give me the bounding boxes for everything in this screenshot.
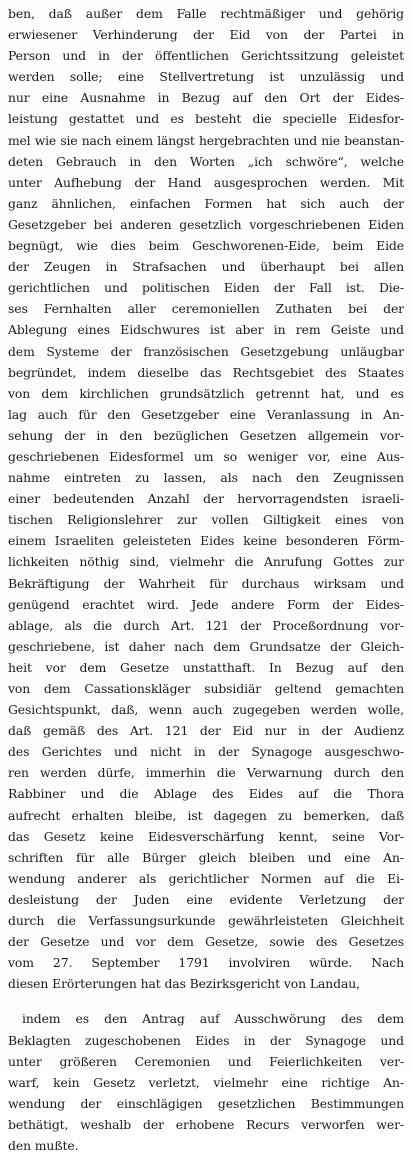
text-line: Ablegung eines Eidschwures ist aber in rem Geiste und — [8, 322, 404, 338]
text-line: Gesetzgeber bei anderen gesetzlich vorgeschriebenen Eiden — [8, 216, 404, 232]
paragraph-gap — [8, 994, 404, 1008]
text-line: Rabbiner und die Ablage des Eides auf die Thora — [8, 786, 404, 802]
text-line: ren werden dürfe, immerhin die Verwarnung durch den — [8, 765, 404, 781]
text-line: wendung der einschlägigen gesetzlichen Bestimmungen — [8, 1095, 404, 1111]
text-line: den mußte. — [8, 1137, 79, 1153]
text-line: ses Fernhalten aller ceremoniellen Zuthaten bei der — [8, 301, 404, 317]
text-line: schriften für alle Bürger gleich bleiben und eine An- — [8, 849, 404, 865]
text-line: von dem kirchlichen grundsätzlich getrennt hat, und es — [8, 385, 404, 401]
text-line: deten Gebrauch in den Worten „ich schwöre“, welche — [8, 153, 404, 169]
text-line: tischen Religionslehrer zur vollen Giltigkeit eines von — [8, 512, 404, 528]
text-line: geschriebene, ist daher nach dem Grundsatze der Gleich- — [8, 638, 404, 654]
text-line: durch die Verfassungsurkunde gewährleisteten Gleichheit — [8, 913, 404, 929]
text-line: das Gesetz keine Eidesverschärfung kennt, seine Vor- — [8, 828, 404, 844]
text-line: werden solle; eine Stellvertretung ist unzulässig und — [8, 69, 404, 85]
paragraph-2 — [8, 1008, 404, 1156]
text-line: lichkeiten nöthig sind, vielmehr die Anrufung Gottes zur — [8, 554, 404, 570]
text-line: von dem Cassationskläger subsidiär geltend gemachten — [8, 681, 404, 696]
text-column — [8, 3, 404, 1156]
text-line: wendung anderer als gerichtlicher Normen auf die Ei- — [8, 870, 404, 886]
text-line: ganz ähnlichen, einfachen Formen hat sich auch der — [8, 195, 404, 211]
text-line: desleistung der Juden eine evidente Verletzung der — [8, 891, 404, 907]
text-line: sehung der in den bezüglichen Gesetzen allgemein vor- — [8, 427, 404, 443]
text-line: nahme eintreten zu lassen, als nach den Zeugnissen — [8, 470, 404, 486]
text-line: vom 27. September 1791 involviren würde. Nach — [8, 955, 404, 971]
text-line: des Gerichtes und nicht in der Synagoge ausgeschwo- — [8, 744, 404, 760]
text-line: erwiesener Verhinderung der Eid von der Partei in — [8, 27, 404, 43]
text-line: daß gemäß des Art. 121 der Eid nur in der Audienz — [8, 723, 404, 739]
text-line: ablage, als die durch Art. 121 der Proceßordnung vor- — [8, 617, 404, 633]
text-line: begründet, indem dieselbe das Rechtsgebiet des Staates — [8, 364, 404, 380]
text-line: Person und in der öffentlichen Gerichtssitzung geleistet — [8, 48, 404, 64]
text-line: ben, daß außer dem Falle rechtmäßiger und gehörig — [8, 6, 404, 21]
paragraph-1 — [8, 3, 404, 994]
text-line: bethätigt, weshalb der erhobene Recurs verworfen wer- — [8, 1116, 404, 1132]
text-line: dem Systeme der französischen Gesetzgebung unläugbar — [8, 343, 404, 359]
text-line: nur eine Ausnahme in Bezug auf den Ort der Eides- — [8, 90, 404, 106]
text-line: gerichtlichen und politischen Eiden der Fall ist. Die- — [8, 280, 404, 296]
text-line: Beklagten zugeschobenen Eides in der Synagoge und — [8, 1032, 404, 1048]
text-line: der Zeugen in Strafsachen und überhaupt bei allen — [8, 259, 404, 275]
text-line: geschriebenen Eidesformel um so weniger vor, eine Aus- — [8, 448, 404, 464]
text-line: indem es den Antrag auf Ausschwörung des dem — [22, 1011, 404, 1027]
text-line: einem Israeliten geleisteten Eides keine besonderen Förm- — [8, 533, 404, 549]
text-line: einer bedeutenden Anzahl der hervorragendsten israeli- — [8, 491, 404, 507]
text-line: genügend erachtet wird. Jede andere Form der Eides- — [8, 596, 404, 612]
text-line: warf, kein Gesetz verletzt, vielmehr eine richtige An- — [8, 1074, 404, 1090]
text-line: unter Aufhebung der Hand ausgesprochen werden. Mit — [8, 174, 404, 190]
text-line: begnügt, wie dies beim Geschworenen-Eide, beim Eide — [8, 238, 404, 254]
text-line: Bekräftigung der Wahrheit für durchaus wirksam und — [8, 575, 404, 591]
text-line: leistung gestattet und es besteht die specielle Eidesfor- — [8, 111, 404, 127]
text-line: mel wie sie nach einem längst hergebrachten und nie beanstan- — [8, 132, 404, 148]
text-line: der Gesetze und vor dem Gesetze, sowie des Gesetzes — [8, 934, 404, 950]
text-line: diesen Erörterungen hat das Bezirksgericht von Landau, — [8, 976, 360, 992]
text-line: aufrecht erhalten bleibe, ist dagegen zu bemerken, daß — [8, 807, 404, 823]
text-line: unter größeren Ceremonien und Feierlichkeiten ver- — [8, 1053, 404, 1069]
text-line: heit vor dem Gesetze unstatthaft. In Bezug auf den — [8, 659, 404, 675]
text-line: lag auch für den Gesetzgeber eine Veranlassung in An- — [8, 406, 404, 422]
text-line: Gesichtspunkt, daß, wenn auch zugegeben werden wolle, — [8, 702, 404, 718]
